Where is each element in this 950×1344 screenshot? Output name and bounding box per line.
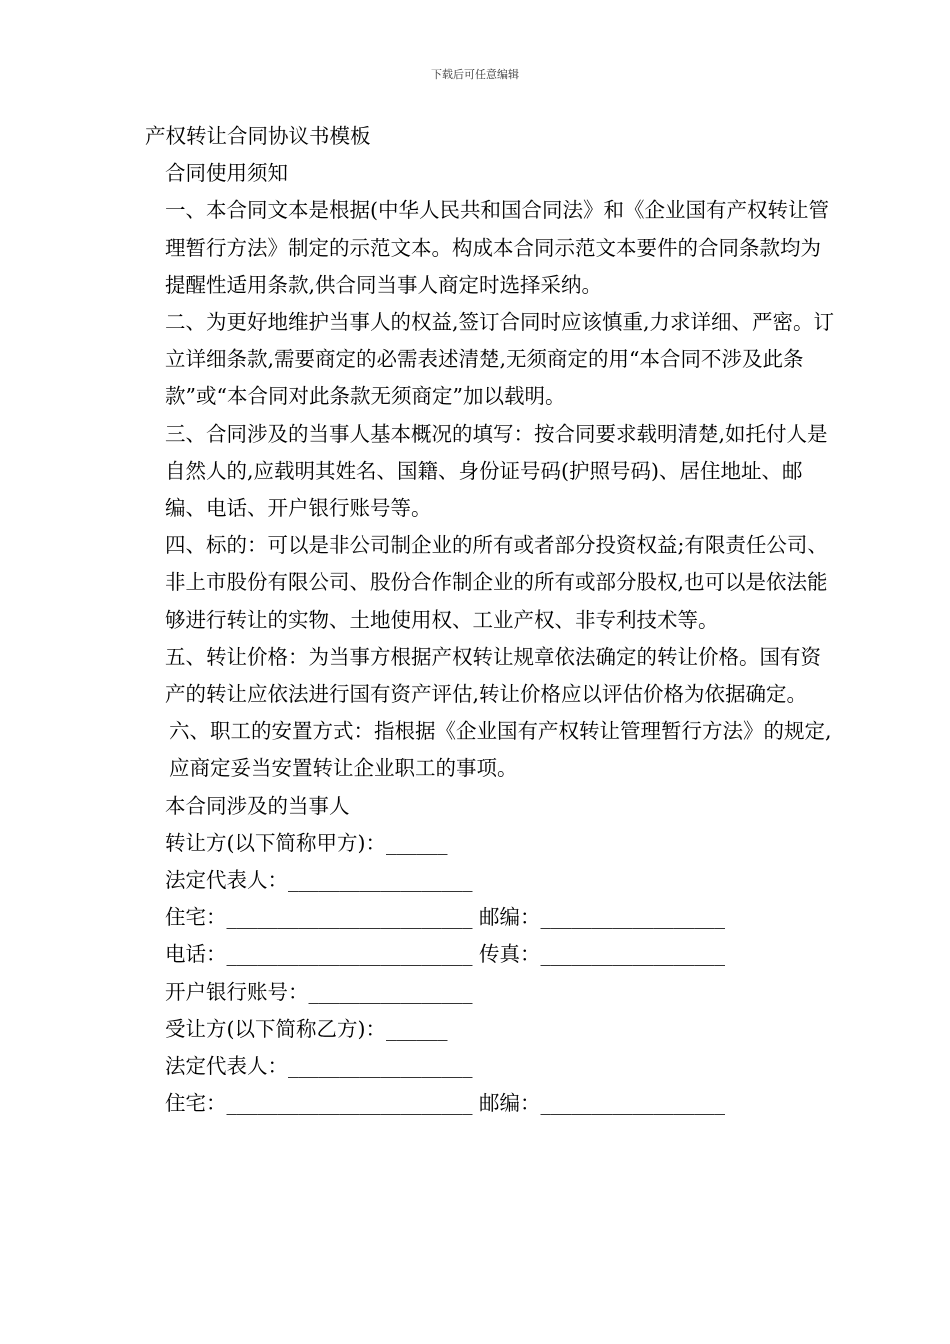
notice-paragraph-6: 六、职工的安置方式：指根据《企业国有产权转让管理暂行方法》的规定,应商定妥当安置转让企业职工的事项。 bbox=[169, 719, 832, 781]
parties-heading: 本合同涉及的当事人 bbox=[165, 793, 350, 818]
transferee-field: 受让方(以下简称乙方)：______ bbox=[165, 1016, 448, 1041]
bank-account-field: 开户银行账号：________________ bbox=[165, 979, 473, 1004]
document-body bbox=[145, 118, 835, 1122]
notice-paragraph-1: 一、本合同文本是根据(中华人民共和国合同法》和《企业国有产权转让管理暂行方法》制定的示范文本。构成本合同示范文本要件的合同条款均为提醒性适用条款,供合同当事人商定时选择采纳。 bbox=[165, 198, 829, 297]
legal-rep-field: 法定代表人：__________________ bbox=[165, 868, 473, 893]
transferor-field: 转让方(以下简称甲方)：______ bbox=[165, 830, 448, 855]
legal-rep-field-2: 法定代表人：__________________ bbox=[165, 1054, 473, 1079]
notice-heading: 合同使用须知 bbox=[165, 161, 288, 186]
document-title: 产权转让合同协议书模板 bbox=[145, 124, 371, 148]
notice-paragraph-2: 二、为更好地维护当事人的权益,签订合同时应该慎重,力求详细、严密。订立详细条款,需要商定的必需表述清楚,无须商定的用“本合同不涉及此条款”或“本合同对此条款无须商定”加以载明。 bbox=[165, 310, 835, 409]
notice-paragraph-3: 三、合同涉及的当事人基本概况的填写：按合同要求载明清楚,如托付人是自然人的,应载明其姓名、国籍、身份证号码(护照号码)、居住地址、邮编、电话、开户银行账号等。 bbox=[165, 421, 828, 521]
notice-paragraph-4: 四、标的：可以是非公司制企业的所有或者部分投资权益;有限责任公司、非上市股份有限公司、股份合作制企业的所有或部分股权,也可以是依法能够进行转让的实物、土地使用权、工业产权、非专利技术等。 bbox=[165, 533, 828, 632]
phone-fax-field: 电话：________________________ 传真：__________________ bbox=[165, 942, 726, 967]
address-postcode-field-2: 住宅：________________________ 邮编：__________________ bbox=[165, 1091, 726, 1116]
notice-paragraph-5: 五、转让价格：为当事方根据产权转让规章依法确定的转让价格。国有资产的转让应依法进行国有资产评估,转让价格应以评估价格为依据确定。 bbox=[165, 644, 821, 707]
address-postcode-field: 住宅：________________________ 邮编：__________________ bbox=[165, 905, 726, 930]
page-header: 下载后可任意编辑 bbox=[431, 68, 519, 81]
